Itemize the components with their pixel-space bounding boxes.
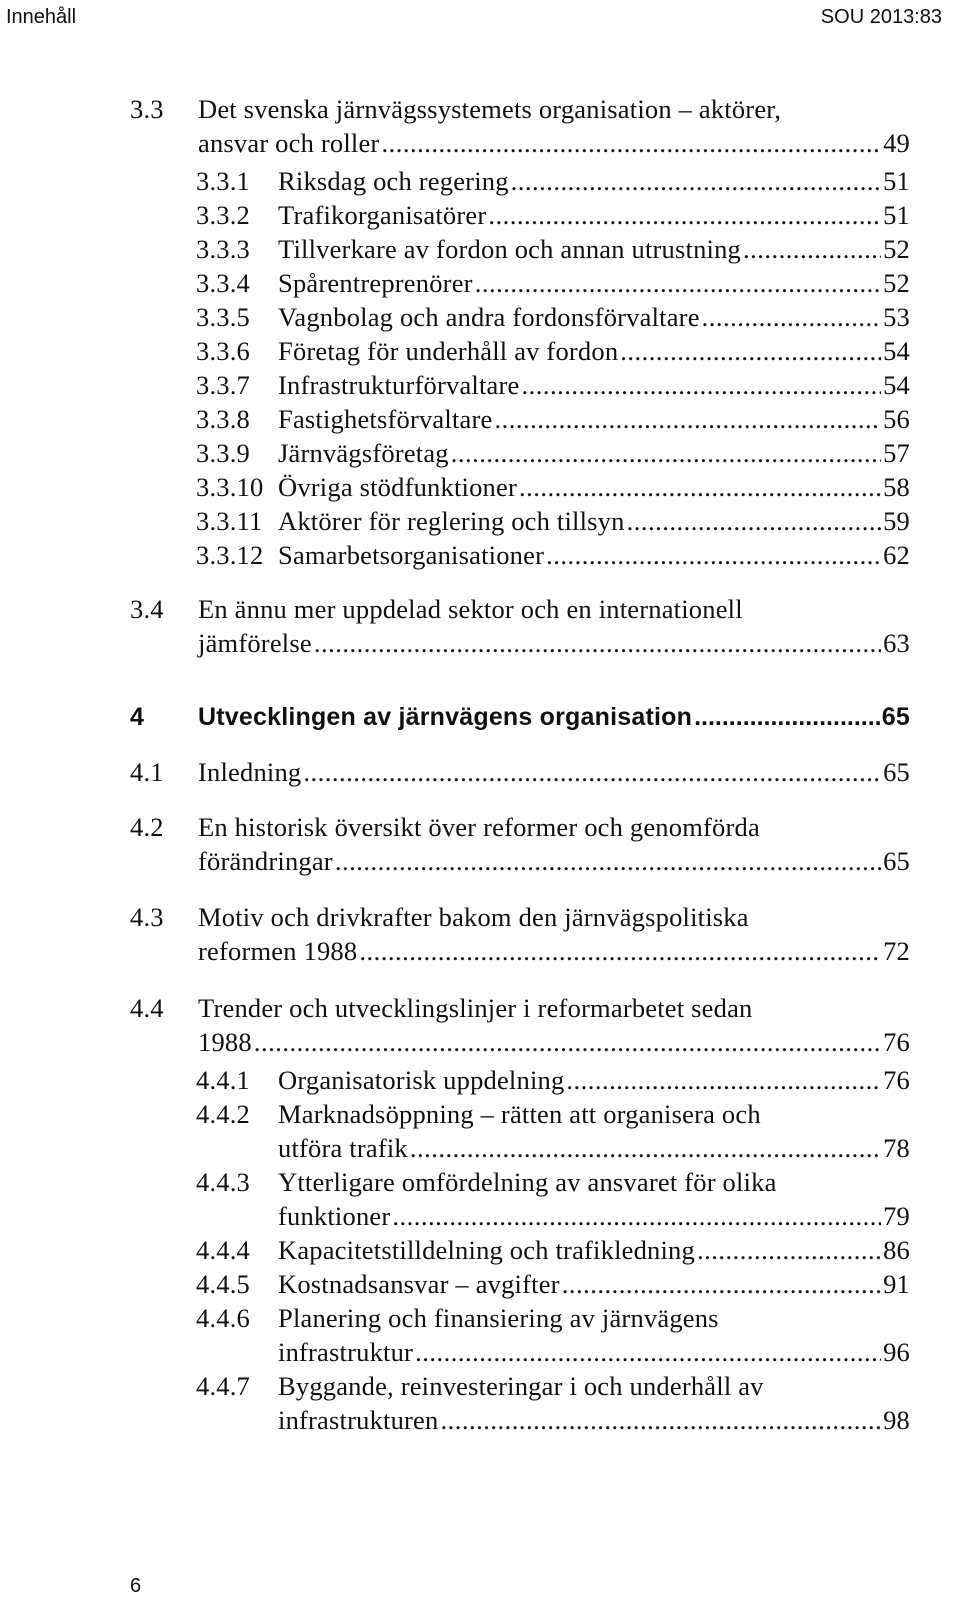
dot-leader bbox=[511, 164, 881, 198]
toc-entry[interactable] bbox=[130, 810, 910, 878]
toc-page-number: 52 bbox=[883, 268, 910, 298]
toc-number: 3.3.1 bbox=[196, 166, 250, 196]
running-head-report: SOU 2013:83 bbox=[820, 6, 942, 28]
toc-page-number: 98 bbox=[883, 1405, 910, 1435]
toc-page-number: 76 bbox=[883, 1065, 910, 1095]
dot-leader bbox=[359, 934, 881, 968]
dot-leader bbox=[562, 1267, 881, 1301]
dot-leader bbox=[694, 700, 880, 734]
toc-number: 4.4.1 bbox=[196, 1065, 250, 1095]
toc-title: funktioner bbox=[278, 1201, 391, 1231]
toc-page-number: 56 bbox=[883, 404, 910, 434]
toc-number: 4.4.6 bbox=[196, 1303, 250, 1333]
dot-leader bbox=[392, 1199, 881, 1233]
toc-entry[interactable] bbox=[196, 538, 910, 572]
dot-leader bbox=[702, 300, 881, 334]
toc-entry[interactable] bbox=[196, 402, 910, 436]
toc-page-number: 65 bbox=[883, 846, 910, 876]
toc-entry[interactable] bbox=[196, 334, 910, 368]
toc-title: Infrastrukturförvaltare bbox=[278, 370, 520, 400]
toc-entry[interactable] bbox=[196, 164, 910, 198]
dot-leader bbox=[314, 626, 881, 660]
toc-number: 3.3.6 bbox=[196, 336, 250, 366]
toc-entry[interactable] bbox=[196, 1097, 910, 1165]
dot-leader bbox=[566, 1063, 881, 1097]
toc-title: Järnvägsföretag bbox=[278, 438, 449, 468]
toc-entry[interactable] bbox=[196, 1369, 910, 1437]
toc-number: 3.3.11 bbox=[196, 506, 263, 536]
toc-entry[interactable] bbox=[196, 1233, 910, 1267]
toc-page-number: 57 bbox=[883, 438, 910, 468]
toc-number: 4.2 bbox=[130, 812, 164, 842]
toc-number: 4.3 bbox=[130, 902, 164, 932]
toc-entry[interactable] bbox=[196, 1301, 910, 1369]
toc-entry[interactable] bbox=[196, 1063, 910, 1097]
toc-title: Övriga stödfunktioner bbox=[278, 472, 517, 502]
toc-title-line: Ytterligare omfördelning av ansvaret för olika bbox=[278, 1167, 777, 1197]
toc-title-line: Byggande, reinvesteringar i och underhåll av bbox=[278, 1371, 764, 1401]
dot-leader bbox=[440, 1403, 881, 1437]
toc-entry[interactable] bbox=[196, 504, 910, 538]
dot-leader bbox=[451, 436, 881, 470]
page-number: 6 bbox=[130, 1575, 142, 1597]
dot-leader bbox=[254, 1025, 881, 1059]
toc-number: 3.3.10 bbox=[196, 472, 264, 502]
toc-page-number: 49 bbox=[883, 128, 910, 158]
toc-title: förändringar bbox=[198, 846, 333, 876]
toc-number: 3.3.5 bbox=[196, 302, 250, 332]
toc-page-number: 79 bbox=[883, 1201, 910, 1231]
toc-title: Fastighetsförvaltare bbox=[278, 404, 493, 434]
toc-entry[interactable] bbox=[130, 991, 910, 1059]
toc-entry[interactable] bbox=[196, 436, 910, 470]
toc-title: Organisatorisk uppdelning bbox=[278, 1065, 565, 1095]
toc-title: Vagnbolag och andra fordonsförvaltare bbox=[278, 302, 700, 332]
toc-page-number: 86 bbox=[883, 1235, 910, 1265]
toc-number: 4.1 bbox=[130, 757, 164, 787]
toc-title: ansvar och roller bbox=[198, 128, 380, 158]
toc-page-number: 96 bbox=[883, 1337, 910, 1367]
toc-page-number: 62 bbox=[883, 540, 910, 570]
dot-leader bbox=[335, 844, 881, 878]
toc-title: Samarbetsorganisationer bbox=[278, 540, 545, 570]
toc-title: Inledning bbox=[198, 757, 302, 787]
dot-leader bbox=[494, 402, 881, 436]
toc-title: Kostnadsansvar – avgifter bbox=[278, 1269, 560, 1299]
running-head-section: Innehåll bbox=[6, 6, 77, 28]
toc-title: Riksdag och regering bbox=[278, 166, 509, 196]
toc-title-line: Trender och utvecklingslinjer i reformarbetet sedan bbox=[198, 993, 753, 1023]
toc-page-number: 59 bbox=[883, 506, 910, 536]
dot-leader bbox=[415, 1335, 881, 1369]
toc-entry[interactable] bbox=[196, 300, 910, 334]
toc-entry[interactable] bbox=[196, 232, 910, 266]
toc-entry[interactable] bbox=[196, 1267, 910, 1301]
toc-page-number: 78 bbox=[883, 1133, 910, 1163]
dot-leader bbox=[519, 470, 881, 504]
toc-title-line: En historisk översikt över reformer och genomförda bbox=[198, 812, 760, 842]
toc-number: 3.3 bbox=[130, 94, 164, 124]
toc-number: 3.3.9 bbox=[196, 438, 250, 468]
toc-title-line: Marknadsöppning – rätten att organisera och bbox=[278, 1099, 761, 1129]
toc-number: 4.4.5 bbox=[196, 1269, 250, 1299]
toc-page-number: 53 bbox=[883, 302, 910, 332]
toc-page-number: 65 bbox=[881, 703, 910, 731]
toc-number: 3.3.12 bbox=[196, 540, 264, 570]
dot-leader bbox=[620, 334, 881, 368]
toc-title: jämförelse bbox=[198, 628, 312, 658]
toc-title-line: Motiv och drivkrafter bakom den järnvägspolitiska bbox=[198, 902, 749, 932]
toc-number: 3.3.2 bbox=[196, 200, 250, 230]
toc-page-number: 51 bbox=[883, 200, 910, 230]
toc-number: 3.3.4 bbox=[196, 268, 250, 298]
toc-entry[interactable] bbox=[130, 755, 910, 789]
toc-title: infrastruktur bbox=[278, 1337, 414, 1367]
toc-number: 3.3.8 bbox=[196, 404, 250, 434]
toc-page-number: 91 bbox=[883, 1269, 910, 1299]
toc-title: reformen 1988 bbox=[198, 936, 358, 966]
toc-title: utföra trafik bbox=[278, 1133, 408, 1163]
dot-leader bbox=[381, 126, 881, 160]
toc-page-number: 52 bbox=[883, 234, 910, 264]
toc-title: Trafikorganisatörer bbox=[278, 200, 487, 230]
toc-page-number: 51 bbox=[883, 166, 910, 196]
running-head bbox=[0, 0, 960, 40]
toc-entry[interactable] bbox=[196, 1165, 910, 1233]
toc-number: 4.4.4 bbox=[196, 1235, 250, 1265]
toc-number: 4 bbox=[130, 703, 145, 731]
toc-page-number: 76 bbox=[883, 1027, 910, 1057]
toc-title: 1988 bbox=[198, 1027, 252, 1057]
toc-number: 4.4.7 bbox=[196, 1371, 250, 1401]
toc-title: Aktörer för reglering och tillsyn bbox=[278, 506, 625, 536]
dot-leader bbox=[303, 755, 881, 789]
toc-title: Utvecklingen av järnvägens organisation bbox=[198, 703, 693, 731]
dot-leader bbox=[697, 1233, 881, 1267]
toc-number: 4.4.2 bbox=[196, 1099, 250, 1129]
toc-title-line: En ännu mer uppdelad sektor och en internationell bbox=[198, 594, 743, 624]
toc-page-number: 54 bbox=[883, 370, 910, 400]
toc-page-number: 65 bbox=[883, 757, 910, 787]
dot-leader bbox=[475, 266, 881, 300]
toc-title-line: Det svenska järnvägssystemets organisation – aktörer, bbox=[198, 94, 782, 124]
toc-number: 4.4 bbox=[130, 993, 164, 1023]
toc-title: Kapacitetstilldelning och trafikledning bbox=[278, 1235, 695, 1265]
toc-page-number: 72 bbox=[883, 936, 910, 966]
toc-title: infrastrukturen bbox=[278, 1405, 439, 1435]
dot-leader bbox=[546, 538, 881, 572]
toc-number: 3.3.3 bbox=[196, 234, 250, 264]
toc-page-number: 54 bbox=[883, 336, 910, 366]
toc-entry[interactable] bbox=[196, 368, 910, 402]
toc-entry[interactable] bbox=[130, 900, 910, 968]
toc-title: Spårentreprenörer bbox=[278, 268, 473, 298]
toc-number: 3.3.7 bbox=[196, 370, 250, 400]
toc-entry[interactable] bbox=[130, 92, 910, 160]
toc-title: Företag för underhåll av fordon bbox=[278, 336, 619, 366]
dot-leader bbox=[410, 1131, 881, 1165]
dot-leader bbox=[522, 368, 882, 402]
toc-page-number: 58 bbox=[883, 472, 910, 502]
dot-leader bbox=[743, 232, 881, 266]
toc-number: 3.4 bbox=[130, 594, 164, 624]
dot-leader bbox=[627, 504, 882, 538]
toc-title: Tillverkare av fordon och annan utrustning bbox=[278, 234, 741, 264]
toc-title-line: Planering och finansiering av järnvägens bbox=[278, 1303, 719, 1333]
dot-leader bbox=[488, 198, 881, 232]
toc-entry[interactable] bbox=[196, 198, 910, 232]
toc-chapter[interactable] bbox=[130, 700, 910, 734]
toc-page-number: 63 bbox=[883, 628, 910, 658]
toc-number: 4.4.3 bbox=[196, 1167, 250, 1197]
toc-entry[interactable] bbox=[130, 592, 910, 660]
toc-entry[interactable] bbox=[196, 266, 910, 300]
toc-entry[interactable] bbox=[196, 470, 910, 504]
